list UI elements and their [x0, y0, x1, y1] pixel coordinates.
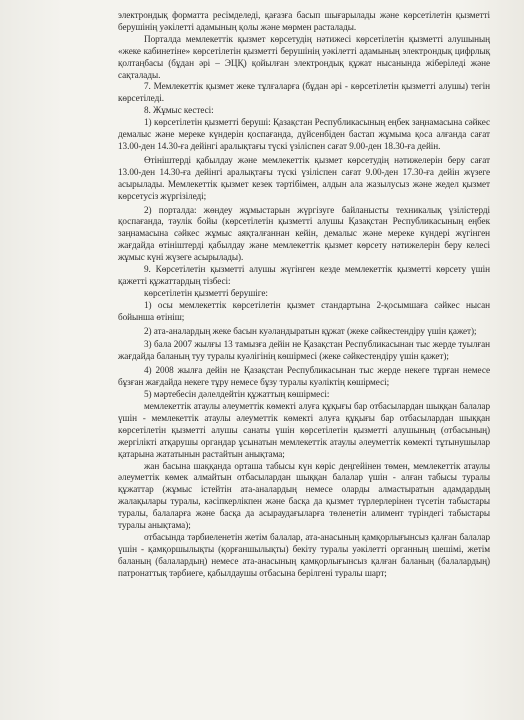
paragraph: 5) мәртебесін дәлелдейтін құжаттың көшірмесі:	[144, 389, 330, 400]
paragraph: Порталда мемлекеттік қызмет көрсетудің нәтижесі көрсетілетін қызметті алушының «жеке кабинетіне» көрсетілетін қызметті берушінің уәкілетті адамының электрондық цифрлық қолтаңбасы (бұдан әрі – ЭЦҚ) қойылған электрондық құжат нысанында жіберіледі және сақталады.	[118, 33, 490, 80]
paragraph: 8. Жұмыс кестесі:	[144, 105, 214, 116]
paragraph: отбасында тәрбиеленетін жетім балалар, ата-анасының қамқорлығынсыз қалған балалар үшін - қамқоршылықты (қорғаншылықты) бекіту туралы уәкілетті органның шешімі, жетім баланың (балалардың) немесе ата-анасының қамқорлығынсыз қалған баланың (балалардың) патронаттық тәрбиеге, қабылдаушы отбасына берілгені туралы шарт;	[118, 531, 490, 578]
paragraph: көрсетілетін қызметті берушіге:	[144, 287, 268, 298]
paragraph: 4) 2008 жылға дейін не Қазақстан Республикасынан тыс жерде некеге тұрған немесе бұзған жағдайда некеге тұру немесе бұзу туралы куәліктің көшірмесі;	[118, 365, 490, 388]
paragraph: 2) ата-аналардың жеке басын куәландыратын құжат (жеке сәйкестендіру үшін қажет);	[144, 325, 477, 336]
paragraph: 3) бала 2007 жылғы 13 тамызға дейін не Қазақстан Республикасынан тыс жерде туылған жағдайда баланың туу туралы куәлігінің көшірмесі (жеке сәйкестендіру үшін қажет);	[118, 339, 490, 362]
paragraph: 9. Көрсетілетін қызметті алушы жүгінген кезде мемлекеттік қызметті көрсету үшін қажетті құжаттардың тізбесі:	[118, 264, 490, 286]
paragraph: 2) порталда: жөндеу жұмыстарын жүргізуге байланысты техникалық үзілістерді қоспағанда, тәулік бойы (көрсетілетін қызметті алушы Қазақстан Республикасының еңбек заңнамасына сәйкес жұмыс аяқталғаннан кейін, демалыс және мереке күндері жүгінген жағдайда өтініштерді қабылдау және мемлекеттік қызмет көрсету нәтижелерін беру келесі жұмыс күні жүзеге асырылады).	[118, 204, 490, 263]
paragraph: 7. Мемлекеттік қызмет жеке тұлғаларға (бұдан әрі - көрсетілетін қызметті алушы) тегін көрсетіледі.	[118, 81, 490, 104]
paragraph: 1) көрсетілетін қызметті беруші: Қазақстан Республикасының еңбек заңнамасына сәйкес демалыс және мереке күндерін қоспағанда, дүйсенбіден бастап жұмыма қоса алғанда сағат 13.00-ден 14.30-ға дейінгі аралықтағы түскі үзіліспен сағат 9.00-ден 18.30-ға дейін.	[118, 117, 490, 151]
paragraph: мемлекеттік атаулы әлеуметтік көмекті алуға құқығы бар отбасылардан шыққан балалар үшін - мемлекеттік атаулы әлеуметтік көмекті алуға құқығы бар отбасылардан шыққан көрсетілетін қызметті алушы санаты үшін көрсетілетін қызметті алушының (отбасының) жергілікті атқарушы органдар ұсынатын мемлекеттік атаулы әлеуметтік көмекті тұтынушылар қатарына жататынын растайтын анықтама;	[118, 401, 490, 459]
document-body	[118, 10, 490, 580]
paragraph: 1) осы мемлекеттік көрсетілетін қызмет стандартына 2-қосымшаға сәйкес нысан бойынша өтініш;	[118, 299, 490, 322]
paragraph: Өтініштерді қабылдау және мемлекеттік қызмет көрсетудің нәтижелерін беру сағат 13.00-ден 14.30-ға дейінгі аралықтағы түскі үзіліспен сағат 9.00-ден 17.30-ға дейін жүзеге асырылады. Мемлекеттік қызмет кезек тәртібімен, алдын ала жазылусыз және жедел қызмет көрсетусіз жүргізіледі;	[118, 154, 490, 201]
paragraph: электрондық форматта ресімделеді, қағазға басып шығарылады және көрсетілетін қызметті берушінің уәкілетті адамының қолы және мөрмен расталады.	[118, 10, 490, 32]
paragraph: жан басына шаққанда орташа табысы күн көріс деңгейінен төмен, мемлекеттік атаулы әлеуметтік көмек алмайтын отбасылардан шыққан балалар үшін - алған табысы туралы құжаттар (жұмыс істейтін ата-аналардың немесе оларды алмастыратын адамдардың жалақылары туралы, кәсіпкерлікпен және басқа да қызмет түрлерлерінен түсетін табыстары туралы, балаларға және басқа да асыраудағыларға төленетін алимент түріндегі табыстары туралы анықтама);	[118, 460, 490, 531]
